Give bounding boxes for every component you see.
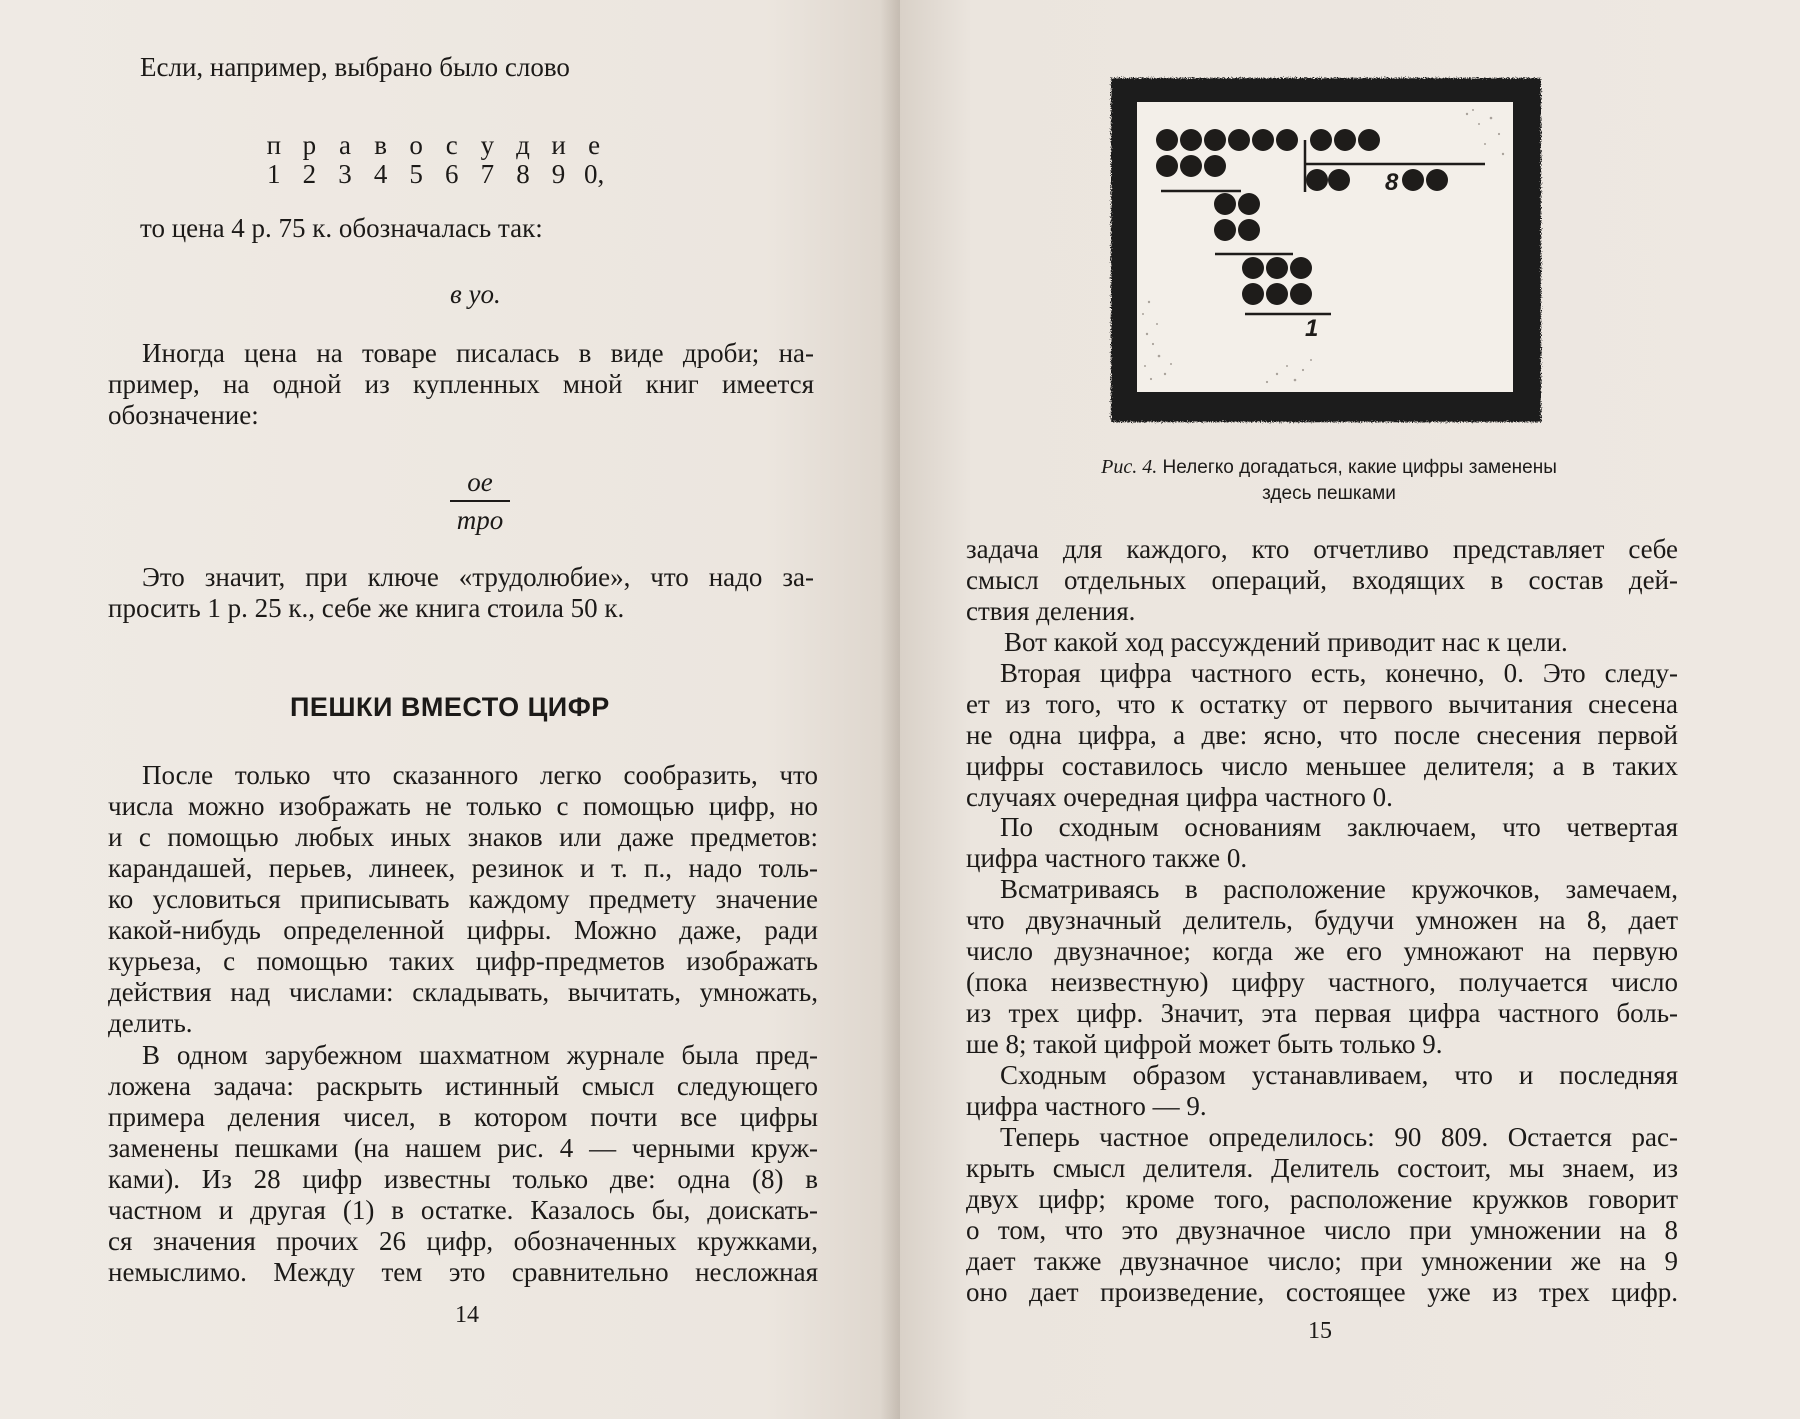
cipher-digit: 2: [302, 159, 317, 189]
text-line: карандашей, перьев, линеек, резинок и т. п., надо толь-: [108, 853, 818, 883]
text-line: ками). Из 28 цифр известны только две: одна (8) в: [108, 1164, 818, 1194]
pawn-circle: [1402, 169, 1424, 191]
cipher-letter: о: [409, 130, 423, 160]
text-line: заменены пешками (на нашем рис. 4 — черными круж-: [108, 1133, 818, 1163]
cipher-digit: 7: [480, 159, 495, 189]
pawn-circle: [1310, 129, 1332, 151]
text-line: Всматриваясь в расположение кружочков, замечаем,: [1000, 874, 1678, 904]
pawn-circle: [1214, 193, 1236, 215]
pawn-circle: [1238, 219, 1260, 241]
text-line: Вторая цифра частного есть, конечно, 0. Это следу-: [1000, 658, 1678, 688]
text-line: дает также двузначное число; при умножении же на 9: [966, 1246, 1678, 1276]
pawn-circle: [1276, 129, 1298, 151]
price-fraction: [450, 466, 510, 536]
text-line: примера деления чисел, в котором почти все цифры: [108, 1102, 818, 1132]
cipher-digit: 4: [373, 159, 388, 189]
pawn-circle: [1242, 257, 1264, 279]
pawn-circle: [1156, 129, 1178, 151]
text-line: курьеза, с помощью таких цифр-предметов изображать: [108, 946, 818, 976]
price-code: в уо.: [450, 279, 501, 309]
text-line: оно дает произведение, состоящее уже из трех цифр.: [966, 1277, 1678, 1307]
pawn-circle: [1334, 129, 1356, 151]
left-paragraph-5: [108, 760, 818, 1039]
cipher-digit: 0,: [584, 159, 605, 189]
pawn-circle: [1204, 129, 1226, 151]
text-line: цифра частного — 9.: [966, 1091, 1207, 1121]
section-heading: ПЕШКИ ВМЕСТО ЦИФР: [290, 692, 610, 722]
left-paragraph-4: [108, 562, 814, 624]
cipher-word-letters: [256, 130, 612, 161]
text-line: В одном зарубежном шахматном журнале была пред-: [142, 1040, 818, 1070]
text-line: задача для каждого, кто отчетливо представляет себе: [966, 534, 1678, 564]
cipher-letter: р: [302, 130, 317, 160]
text-line: двух цифр; кроме того, расположение кружков говорит: [966, 1184, 1678, 1214]
text-line: (пока неизвестную) цифру частного, получается число: [966, 967, 1678, 997]
fraction-denominator: тро: [456, 505, 504, 535]
known-quotient-digit: 8: [1385, 169, 1399, 196]
left-paragraph-2: то цена 4 р. 75 к. обозначалась так:: [140, 213, 543, 243]
caption-label: Рис. 4.: [1101, 456, 1158, 478]
pawn-circle: [1204, 155, 1226, 177]
pawn-circle: [1266, 283, 1288, 305]
text-line: просить 1 р. 25 к., себе же книга стоила 50 к.: [108, 593, 625, 623]
pawn-circle: [1306, 169, 1328, 191]
text-line: делить.: [108, 1008, 193, 1038]
known-remainder-digit: 1: [1305, 315, 1319, 342]
text-line: о том, что это двузначное число при умножении на 8: [966, 1215, 1678, 1245]
text-line: Сходным образом устанавливаем, что и последняя: [1000, 1060, 1678, 1090]
text-line: ложена задача: раскрыть истинный смысл следующего: [108, 1071, 818, 1101]
cipher-letter: д: [516, 130, 530, 160]
pawn-circle: [1228, 129, 1250, 151]
cipher-digit: 9: [551, 159, 566, 189]
cipher-word-digits: [256, 159, 612, 190]
text-line: обозначение:: [108, 400, 259, 430]
pawn-circle: [1328, 169, 1350, 191]
cipher-digit: 1: [267, 159, 281, 189]
pawn-circle: [1358, 129, 1380, 151]
page-number-right: 15: [1308, 1318, 1332, 1344]
right-paragraph-4: [966, 812, 1678, 874]
right-paragraph-3: [966, 658, 1678, 813]
cipher-digit: 8: [516, 159, 530, 189]
page-number-left: 14: [455, 1302, 479, 1328]
text-line: что двузначный делитель, будучи умножен на 8, дает: [966, 905, 1678, 935]
cipher-digit: 6: [445, 159, 459, 189]
text-line: случаях очередная цифра частного 0.: [966, 782, 1393, 812]
right-paragraph-2: Вот какой ход рассуждений приводит нас к цели.: [1004, 627, 1568, 657]
pawn-division-figure: [1107, 74, 1545, 426]
pawn-circle: [1290, 283, 1312, 305]
text-line: числа можно изображать не только с помощью цифр, но: [108, 791, 818, 821]
left-paragraph-1: Если, например, выбрано было слово: [140, 52, 570, 82]
left-paragraph-3: [108, 338, 814, 431]
cipher-letter: с: [445, 130, 458, 160]
right-paragraph-1: [966, 534, 1678, 627]
text-line: немыслимо. Между тем это сравнительно несложная: [108, 1257, 818, 1287]
cipher-letter: в: [374, 130, 387, 160]
pawn-circle: [1290, 257, 1312, 279]
cipher-letter: и: [551, 130, 566, 160]
pawn-circle: [1426, 169, 1448, 191]
text-line: По сходным основаниям заключаем, что четвертая: [1000, 812, 1678, 842]
fraction-bar: [450, 500, 510, 502]
text-line: ше 8; такой цифрой может быть только 9.: [966, 1029, 1443, 1059]
text-line: какой-нибудь определенной цифры. Можно даже, ради: [108, 915, 818, 945]
text-line: число двузначное; когда же его умножают на первую: [966, 936, 1678, 966]
pawn-circle: [1156, 155, 1178, 177]
right-paragraph-7: [966, 1122, 1678, 1308]
text-line: и с помощью любых иных знаков или даже предметов:: [108, 822, 818, 852]
text-line: частном и другая (1) в остатке. Казалось бы, доискать-: [108, 1195, 818, 1225]
right-paragraph-5: [966, 874, 1678, 1060]
text-line: действия над числами: складывать, вычитать, умножать,: [108, 977, 818, 1007]
cipher-letter: е: [588, 130, 601, 160]
pawn-circle: [1242, 283, 1264, 305]
text-line: ет из того, что к остатку от первого вычитания снесена: [966, 689, 1678, 719]
pawn-circle: [1252, 129, 1274, 151]
text-line: После только что сказанного легко сообразить, что: [142, 760, 818, 790]
caption-line-2: здесь пешками: [1262, 483, 1396, 504]
text-line: ствия деления.: [966, 596, 1136, 626]
text-line: не одна цифра, а две: ясно, что после снесения первой: [966, 720, 1678, 750]
caption-text: Нелегко догадаться, какие цифры заменены: [1162, 457, 1557, 478]
figure-caption: [1040, 454, 1618, 507]
cipher-digit: 3: [338, 159, 352, 189]
text-line: Теперь частное определилось: 90 809. Остается рас-: [1000, 1122, 1678, 1152]
pawn-circle: [1180, 129, 1202, 151]
text-line: ся значения прочих 26 цифр, обозначенных кружками,: [108, 1226, 818, 1256]
pawn-circle: [1266, 257, 1288, 279]
caption-line: [1040, 454, 1618, 481]
cipher-letter: п: [266, 130, 282, 160]
cipher-letter: у: [480, 130, 495, 160]
text-line: смысл отдельных операций, входящих в состав дей-: [966, 565, 1678, 595]
pawn-circle: [1180, 155, 1202, 177]
right-paragraph-6: [966, 1060, 1678, 1122]
pawn-circle: [1238, 193, 1260, 215]
left-paragraph-6: [108, 1040, 818, 1288]
text-line: пример, на одной из купленных мной книг имеется: [108, 369, 814, 399]
text-line: Это значит, при ключе «трудолюбие», что надо за-: [142, 562, 814, 592]
pawn-circle: [1214, 219, 1236, 241]
text-line: ко условиться приписывать каждому предмету значение: [108, 884, 818, 914]
cipher-letter: а: [338, 130, 351, 160]
text-line: цифра частного также 0.: [966, 843, 1248, 873]
text-line: Иногда цена на товаре писалась в виде дроби; на-: [142, 338, 814, 368]
fraction-numerator: ое: [467, 467, 493, 497]
cipher-digit: 5: [409, 159, 423, 189]
text-line: цифры составилось число меньшее делителя; а в таких: [966, 751, 1678, 781]
text-line: из трех цифр. Значит, эта первая цифра частного боль-: [966, 998, 1678, 1028]
text-line: крыть смысл делителя. Делитель состоит, мы знаем, из: [966, 1153, 1678, 1183]
